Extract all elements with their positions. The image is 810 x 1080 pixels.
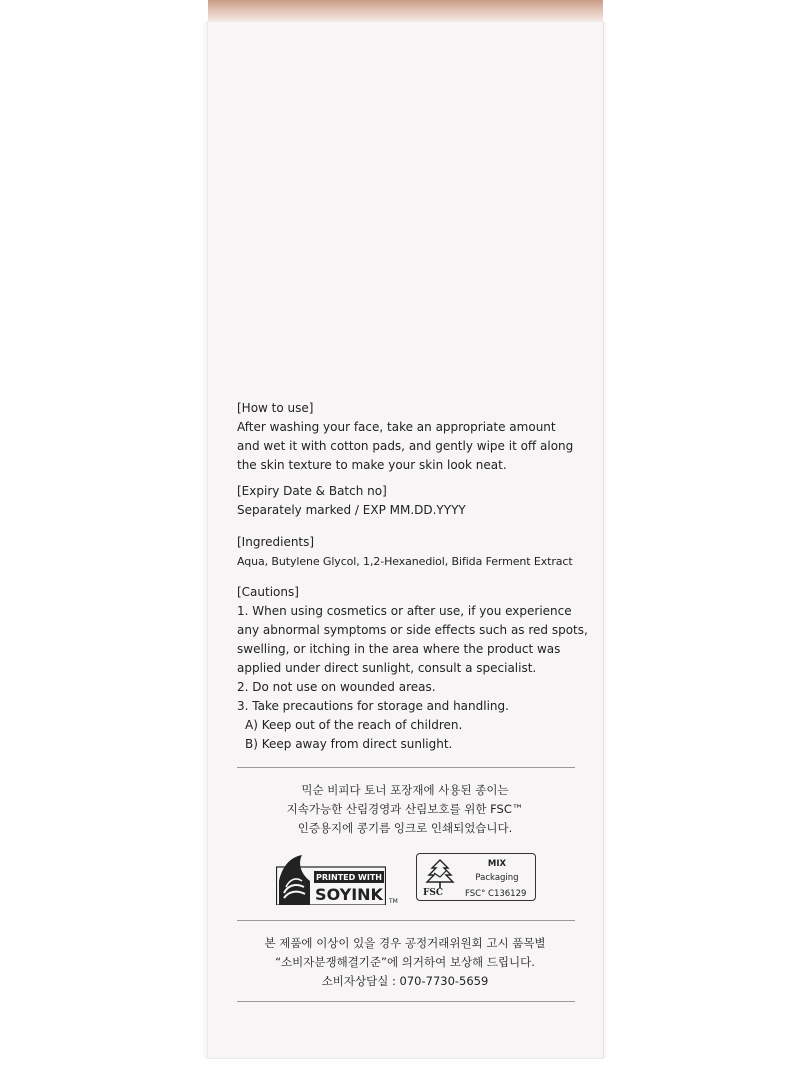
ingredients-section (237, 533, 582, 571)
caution-line: any abnormal symptoms or side effects such as red spots, (237, 623, 588, 637)
caution-line: B) Keep away from direct sunlight. (245, 737, 453, 751)
cautions-section (237, 583, 588, 754)
caution-line: A) Keep out of the reach of children. (245, 718, 463, 732)
ingredients-text: Aqua, Butylene Glycol, 1,2-Hexanediol, Bifida Ferment Extract (237, 555, 573, 568)
how-to-use-line: the skin texture to make your skin look neat. (237, 458, 507, 472)
consumer-notice (220, 934, 590, 991)
soyink-logo (276, 853, 386, 905)
expiry-section (237, 482, 582, 520)
paper-notice-line: 지속가능한 산림경영과 산림보호를 위한 FSC™ (286, 802, 524, 816)
fsc-code: FSC° C136129 (465, 889, 527, 899)
soybean-plant-icon (279, 855, 310, 905)
caution-line: applied under direct sunlight, consult a specialist. (237, 661, 537, 675)
paper-notice-line: 믹순 비피다 토너 포장재에 사용된 종이는 (301, 783, 509, 797)
box-right-edge (603, 22, 609, 1058)
divider (237, 767, 575, 768)
fsc-label: FSC (423, 888, 444, 898)
how-to-use-line: After washing your face, take an appropriate amount (237, 420, 556, 434)
fsc-mix: MIX (487, 859, 507, 869)
fsc-packaging: Packaging (475, 873, 519, 883)
cautions-title: [Cautions] (237, 585, 299, 599)
divider (237, 920, 575, 921)
expiry-title: [Expiry Date & Batch no] (237, 484, 387, 498)
box-left-edge (201, 22, 208, 1058)
caution-line: 1. When using cosmetics or after use, if you experience (237, 604, 572, 618)
soyink-wordmark: SOYINK (315, 885, 383, 904)
expiry-text: Separately marked / EXP MM.DD.YYYY (237, 503, 466, 517)
caution-line: 3. Take precautions for storage and handling. (237, 699, 509, 713)
caution-line: swelling, or itching in the area where the product was (237, 642, 561, 656)
caution-line: 2. Do not use on wounded areas. (237, 680, 436, 694)
ingredients-title: [Ingredients] (237, 535, 315, 549)
how-to-use-line: and wet it with cotton pads, and gently wipe it off along (237, 439, 574, 453)
fsc-logo (416, 853, 536, 901)
consumer-notice-line: “소비자분쟁해결기준”에 의거하여 보상해 드립니다. (275, 955, 535, 969)
soyink-printed-with: PRINTED WITH (316, 873, 382, 882)
consumer-notice-line: 본 제품에 이상이 있을 경우 공정거래위원회 고시 품목별 (264, 936, 546, 950)
paper-notice-line: 인증용지에 콩기름 잉크로 인쇄되었습니다. (297, 821, 513, 835)
divider (237, 1001, 575, 1002)
consumer-notice-line: 소비자상담실 : 070-7730-5659 (321, 974, 489, 988)
box-top-flap (208, 0, 603, 22)
how-to-use-title: [How to use] (237, 401, 314, 415)
paper-notice (220, 781, 590, 838)
soyink-tm: TM (389, 898, 398, 905)
how-to-use-section (237, 399, 582, 475)
